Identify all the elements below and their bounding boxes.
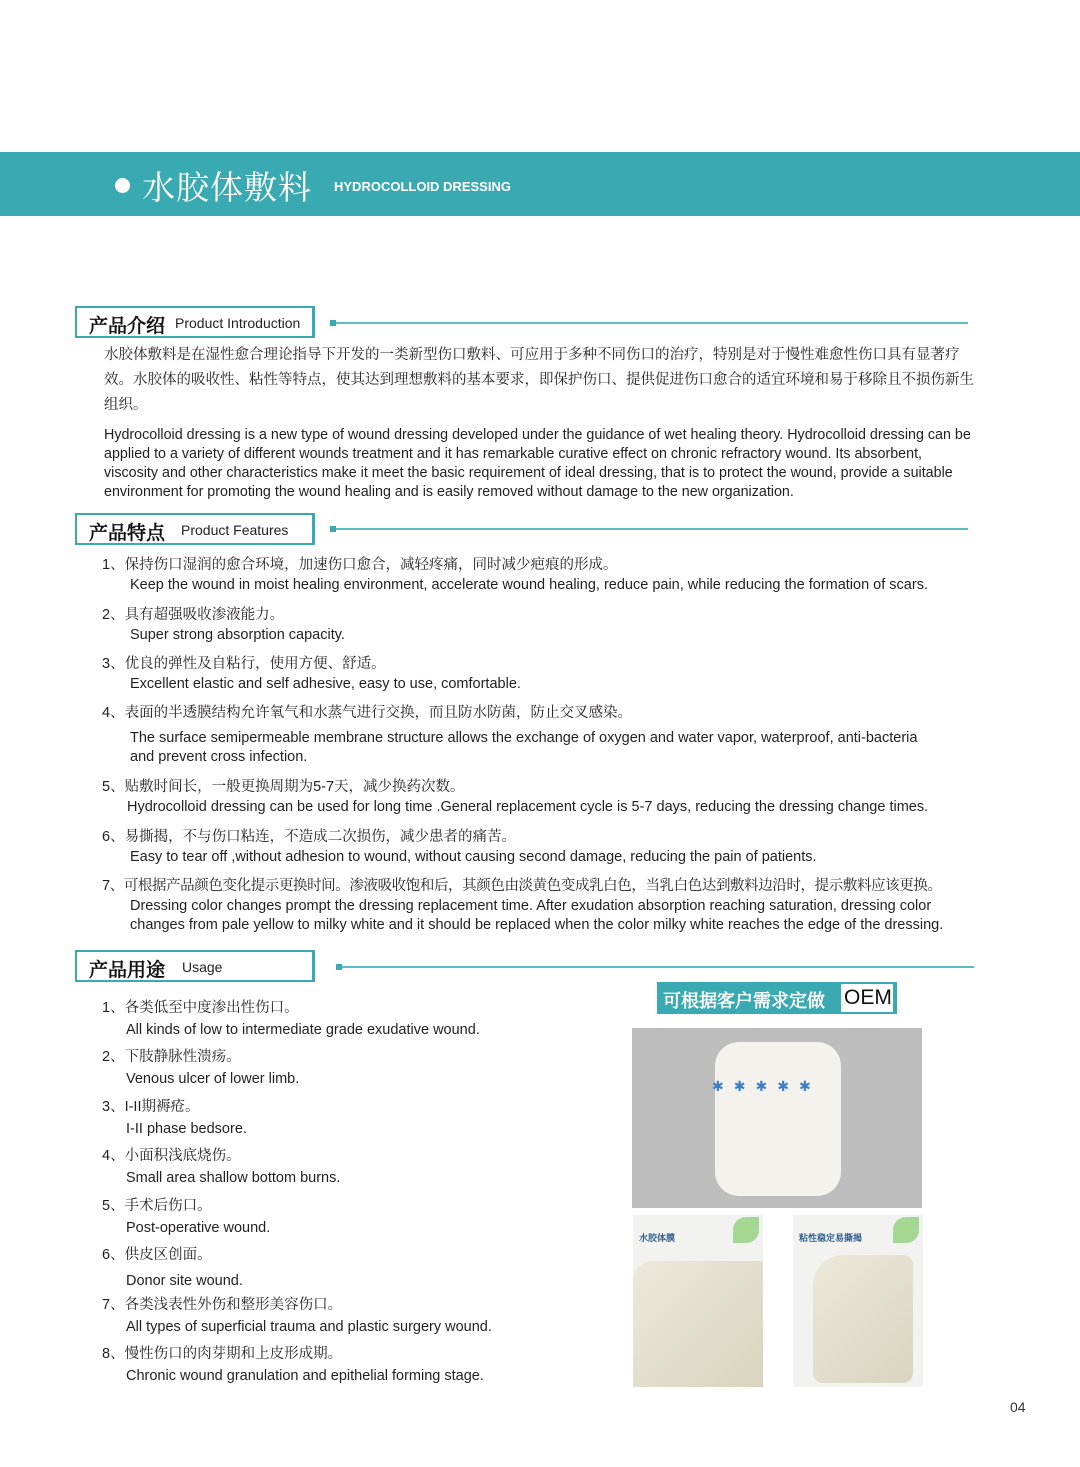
photo-label: 水胶体膜 xyxy=(639,1233,676,1243)
feature-item-cn: 6、易撕揭，不与伤口粘连，不造成二次损伤，减少患者的痛苦。 xyxy=(102,829,517,845)
introduction-text-cn: 水胶体敷料是在湿性愈合理论指导下开发的一类新型伤口敷料、可应用于多种不同伤口的治疗，特别是对于慢性难愈性伤口具有显著疗效。水胶体的吸收性、粘性等特点，使其达到理想敷料的基本要求，即保护伤口、提供促进伤口愈合的适宜环境和易于移除且不损伤新生组织。 xyxy=(104,347,974,413)
usage-item xyxy=(102,1343,572,1387)
usage-item xyxy=(102,997,572,1041)
usage-item-en: Venous ulcer of lower limb. xyxy=(126,1071,300,1087)
section-heading-en: Usage xyxy=(182,959,223,975)
usage-item xyxy=(102,1195,572,1239)
feature-item xyxy=(102,604,1002,645)
feature-item xyxy=(102,776,1002,817)
product-photo-main xyxy=(632,1028,922,1208)
usage-item-en: All types of superficial trauma and plastic surgery wound. xyxy=(126,1319,492,1335)
feature-item-cn: 3、优良的弹性及自粘行，使用方便、舒适。 xyxy=(102,656,386,672)
product-photo-right xyxy=(793,1215,923,1387)
dressing-sheet-image xyxy=(633,1261,763,1387)
usage-item-en: Post-operative wound. xyxy=(126,1220,271,1236)
feature-item-en: Super strong absorption capacity. xyxy=(130,627,345,643)
section-divider xyxy=(336,322,968,324)
usage-item-cn: 5、手术后伤口。 xyxy=(102,1198,212,1214)
feature-item-cn: 4、表面的半透膜结构允许氧气和水蒸气进行交换，而且防水防菌，防止交叉感染。 xyxy=(102,705,633,721)
photo-label: 粘性稳定易撕揭 xyxy=(799,1233,863,1243)
introduction-text-en: Hydrocolloid dressing is a new type of wound dressing developed under the guidance of wet healing theory. Hydrocolloid dressing can be applied to a variety of different wounds treatment and it has remarkable curative effect on chronic refractory wound. Its absorbent, viscosity and other characteristics make it meet the basic requirement of ideal dressing, that is to protect the wound, provide a suitable environment for promoting the wound healing and is easily removed without damage to the new organization. xyxy=(104,427,971,500)
feature-item-en: Easy to tear off ,without adhesion to wound, without causing second damage, reducing the pain of patients. xyxy=(130,849,817,865)
section-heading-features xyxy=(75,513,315,545)
usage-item xyxy=(102,1145,572,1189)
feature-item-en: Keep the wound in moist healing environment, accelerate wound healing, reduce pain, while reducing the formation of scars. xyxy=(130,577,928,593)
usage-item-cn: 2、下肢静脉性溃疡。 xyxy=(102,1049,241,1065)
oem-banner xyxy=(657,982,897,1014)
feature-item xyxy=(102,826,1002,867)
usage-item-cn: 4、小面积浅底烧伤。 xyxy=(102,1148,241,1164)
usage-item-en: Small area shallow bottom burns. xyxy=(126,1170,341,1186)
title-banner xyxy=(0,152,1080,216)
usage-item xyxy=(102,1294,572,1338)
section-heading-cn: 产品特点 xyxy=(89,523,166,544)
section-divider xyxy=(336,528,968,530)
usage-item-en: I-II phase bedsore. xyxy=(126,1121,247,1137)
dressing-sheet-image xyxy=(813,1255,913,1383)
feature-item-cn: 1、保持伤口湿润的愈合环境，加速伤口愈合，减轻疼痛，同时减少疤痕的形成。 xyxy=(102,557,618,573)
oem-label-en: OEM xyxy=(844,986,892,1009)
section-divider xyxy=(342,966,974,968)
usage-item-cn: 8、慢性伤口的肉芽期和上皮形成期。 xyxy=(102,1346,343,1362)
feature-item-cn: 7、可根据产品颜色变化提示更换时间。渗液吸收饱和后，其颜色由淡黄色变成乳白色，当乳白色达到敷料边沿时，提示敷料应该更换。 xyxy=(102,878,942,894)
feature-item xyxy=(102,875,952,935)
feature-item-en: Dressing color changes prompt the dressing replacement time. After exudation absorption reaching saturation, dressing color changes from pale yellow to milky white and it should be replaced when the color milky white reaches the edge of the dressing. xyxy=(130,898,944,933)
usage-item-en: Chronic wound granulation and epithelial forming stage. xyxy=(126,1368,484,1384)
section-heading-en: Product Features xyxy=(181,522,289,538)
feature-item-cn: 2、具有超强吸收渗液能力。 xyxy=(102,607,285,623)
section-heading-usage xyxy=(75,950,315,982)
section-heading-introduction xyxy=(75,306,315,338)
product-photo-left xyxy=(633,1215,763,1387)
leaf-decoration-icon xyxy=(733,1217,759,1243)
usage-item-cn: 7、各类浅表性外伤和整形美容伤口。 xyxy=(102,1297,343,1313)
feature-item xyxy=(102,702,942,767)
feature-item-cn: 5、贴敷时间长，一般更换周期为5-7天，减少换药次数。 xyxy=(102,779,465,795)
feature-item xyxy=(102,653,1002,694)
section-heading-en: Product Introduction xyxy=(175,315,301,331)
oem-box xyxy=(841,984,893,1012)
page-title-cn: 水胶体敷料 xyxy=(142,168,312,207)
oem-label-cn: 可根据客户需求定做 xyxy=(663,991,825,1011)
bullet-dot-icon xyxy=(115,178,130,193)
usage-item-en: All kinds of low to intermediate grade exudative wound. xyxy=(126,1022,480,1038)
blue-print-marks: ✱ ✱ ✱ ✱ ✱ xyxy=(712,1078,811,1094)
usage-item xyxy=(102,1046,572,1090)
feature-item-en: Hydrocolloid dressing can be used for long time .General replacement cycle is 5-7 days, reducing the dressing change times. xyxy=(127,799,929,815)
usage-item-cn: 1、各类低至中度渗出性伤口。 xyxy=(102,1000,299,1016)
usage-item-en: Donor site wound. xyxy=(126,1273,243,1289)
page-title-en: HYDROCOLLOID DRESSING xyxy=(334,179,511,194)
feature-item xyxy=(102,554,1002,595)
section-heading-cn: 产品介绍 xyxy=(89,316,166,337)
usage-item-cn: 3、I-II期褥疮。 xyxy=(102,1099,200,1115)
feature-item-en: The surface semipermeable membrane structure allows the exchange of oxygen and water vapor, waterproof, anti-bacteria and prevent cross infection. xyxy=(130,730,918,765)
page-number: 04 xyxy=(1010,1399,1026,1415)
usage-item xyxy=(102,1244,572,1292)
dressing-pad-image xyxy=(715,1042,841,1196)
leaf-decoration-icon xyxy=(893,1217,919,1243)
section-heading-cn: 产品用途 xyxy=(89,960,166,981)
feature-item-en: Excellent elastic and self adhesive, easy to use, comfortable. xyxy=(130,676,521,692)
usage-item-cn: 6、供皮区创面。 xyxy=(102,1247,212,1263)
usage-item xyxy=(102,1096,572,1140)
